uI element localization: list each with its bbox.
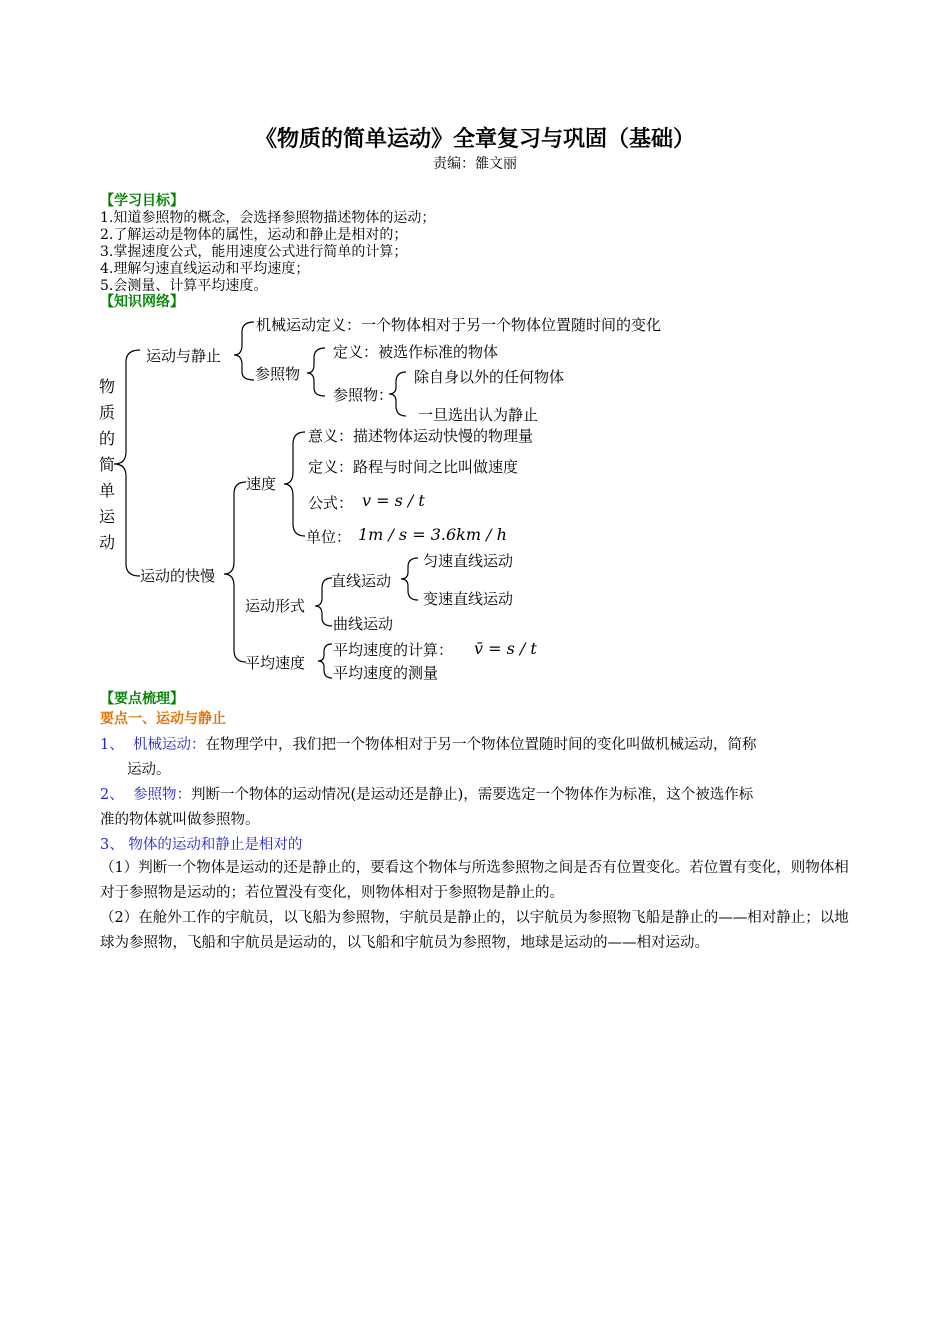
node-speed-def: 定义：路程与时间之比叫做速度 xyxy=(308,458,519,476)
node-speed: 速度 xyxy=(246,475,277,493)
paragraph-judge: （1）判断一个物体是运动的还是静止的，要看这个物体与所选参照物之间是否有位置变化。若位置有变化，则物体相对于参照物是运动的；若位置没有变化，则物体相对于参照物是静止的。 xyxy=(100,860,849,901)
term-reference: 参照物： xyxy=(132,787,191,803)
node-reference: 参照物 xyxy=(255,365,301,383)
goal-item: 4.理解匀速直线运动和平均速度； xyxy=(100,261,310,277)
item-number: 1、 xyxy=(100,737,124,753)
item-text: 判断一个物体的运动情况(是运动还是静止)，需要选定一个物体作为标准，这个被选作标 xyxy=(190,787,754,803)
node-formula-label: 公式： xyxy=(308,494,354,512)
root-char: 运 xyxy=(99,507,116,526)
node-speed-meaning: 意义：描述物体运动快慢的物理量 xyxy=(308,427,534,445)
node-avg-measure: 平均速度的测量 xyxy=(333,664,439,682)
section-goals: 【学习目标】 xyxy=(100,193,184,209)
node-ref-obj: 参照物： xyxy=(333,386,394,404)
node-uniform: 匀速直线运动 xyxy=(423,552,514,570)
page-title: 《物质的简单运动》全章复习与巩固（基础） xyxy=(254,127,695,152)
brace-root xyxy=(114,350,140,576)
node-variable: 变速直线运动 xyxy=(423,590,514,608)
avg-formula: v̄ = s / t xyxy=(474,639,537,658)
node-linear: 直线运动 xyxy=(331,572,392,590)
brace-speed xyxy=(284,432,305,536)
goal-item: 3.掌握速度公式，能用速度公式进行简单的计算； xyxy=(100,244,408,260)
node-avg-calc: 平均速度的计算： xyxy=(333,641,454,659)
node-motion-form: 运动形式 xyxy=(245,597,306,615)
item-text-cont: 运动。 xyxy=(127,762,171,778)
root-char: 单 xyxy=(99,481,116,500)
brace-linear xyxy=(401,558,418,600)
item-text: 在物理学中，我们把一个物体相对于另一个物体位置随时间的变化叫做机械运动，简称 xyxy=(205,737,757,753)
root-char: 简 xyxy=(99,455,116,474)
brace-avg-speed xyxy=(318,644,332,678)
speed-formula: v = s / t xyxy=(362,491,425,510)
node-avg-speed: 平均速度 xyxy=(245,654,306,672)
node-unit-label: 单位： xyxy=(306,528,352,546)
term-mech-motion: 机械运动： xyxy=(132,737,206,753)
paragraph-astronaut: （2）在舱外工作的宇航员，以飞船为参照物，宇航员是静止的，以宇航员为参照物飞船是静止的——相对静止；以地球为参照物，飞船和宇航员是运动的，以飞船和宇航员为参照物，地球是运动的——相对运动。 xyxy=(100,910,849,951)
node-ref-any: 除自身以外的任何物体 xyxy=(414,368,565,386)
section-network: 【知识网络】 xyxy=(100,294,184,310)
editor-line: 责编：雒文丽 xyxy=(433,156,517,172)
goal-item: 5.会测量、计算平均速度。 xyxy=(100,278,268,294)
brace-motion-form xyxy=(315,578,332,626)
brace-reference xyxy=(307,348,325,396)
root-char: 质 xyxy=(99,403,116,422)
item-text-cont: 准的物体就叫做参照物。 xyxy=(100,812,260,828)
node-speed-of-motion: 运动的快慢 xyxy=(140,567,216,585)
speed-unit: 1m / s = 3.6km / h xyxy=(358,525,507,544)
node-ref-once: 一旦选出认为静止 xyxy=(418,406,539,424)
root-char: 动 xyxy=(99,533,116,552)
node-ref-def: 定义：被选作标准的物体 xyxy=(333,343,499,361)
node-motion-rest: 运动与静止 xyxy=(146,347,222,365)
goal-item: 2.了解运动是物体的属性，运动和静止是相对的； xyxy=(100,227,408,243)
brace-speed-of-motion xyxy=(224,482,246,662)
node-curve: 曲线运动 xyxy=(333,615,394,633)
root-char: 物 xyxy=(99,377,116,396)
goal-item: 1.知道参照物的概念，会选择参照物描述物体的运动； xyxy=(100,210,436,226)
root-char: 的 xyxy=(99,429,116,448)
item-relative: 3、 物体的运动和静止是相对的 xyxy=(100,837,303,853)
brace-motion-rest xyxy=(234,322,254,380)
section-keypoints: 【要点梳理】 xyxy=(100,691,184,707)
node-mech-motion: 机械运动定义：一个物体相对于另一个物体位置随时间的变化 xyxy=(256,316,662,334)
keypoint-title: 要点一、运动与静止 xyxy=(100,711,226,727)
item-number: 2、 xyxy=(100,787,124,803)
